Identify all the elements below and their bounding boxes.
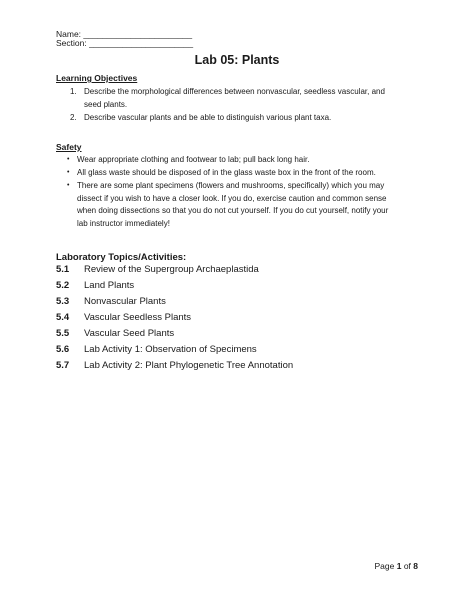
bullet-icon: • [67, 182, 70, 189]
topic-number: 5.4 [56, 312, 70, 323]
name-field: Name: _______________________ [56, 29, 193, 39]
safety-text-line: dissect if you wish to have a closer look. If you do, exercise caution and common sense [77, 193, 387, 203]
safety-text-line: when doing dissections so that you do not cut yourself. If you do cut yourself, notify your [77, 206, 389, 215]
page-word: Page [374, 561, 397, 571]
objective-text-line: Describe vascular plants and be able to distinguish various plant taxa. [84, 113, 332, 122]
safety-text-line: All glass waste should be disposed of in the glass waste box in the front of the room. [77, 168, 376, 177]
objective-number: 2. [70, 113, 77, 122]
safety-text-line: There are some plant specimens (flowers and mushrooms, specifically) which you may [77, 181, 385, 190]
safety-text-line: Wear appropriate clothing and footwear to lab; pull back long hair. [77, 155, 310, 164]
objective-text-line: seed plants. [84, 99, 128, 109]
topic-label: Nonvascular Plants [84, 296, 166, 307]
page-total: 8 [413, 561, 418, 571]
page-current: 1 [396, 561, 402, 571]
topic-number: 5.7 [56, 360, 70, 371]
section-field: Section: ______________________ [56, 38, 194, 48]
topic-number: 5.5 [56, 328, 70, 339]
page-number [375, 561, 419, 571]
safety-item [67, 180, 427, 232]
topic-number: 5.1 [56, 264, 70, 275]
safety-item [67, 154, 427, 167]
topic-number: 5.3 [56, 296, 70, 307]
learning-objectives-heading: Learning Objectives [56, 73, 138, 83]
safety-text-line: lab instructor immediately! [77, 218, 170, 228]
bullet-icon: • [67, 169, 70, 176]
objective-number: 1. [70, 87, 77, 96]
topic-number: 5.2 [56, 280, 70, 291]
safety-item [67, 167, 427, 180]
page-title: Lab 05: Plants [194, 53, 280, 67]
objective-item [70, 86, 430, 111]
objective-text-line: Describe the morphological differences between nonvascular, seedless vascular, and [84, 87, 385, 96]
safety-heading: Safety [56, 142, 82, 152]
topic-label: Lab Activity 1: Observation of Specimens [84, 344, 257, 355]
topic-label: Review of the Supergroup Archaeplastida [84, 264, 259, 275]
topic-label: Lab Activity 2: Plant Phylogenetic Tree Annotation [84, 360, 294, 371]
topic-number: 5.6 [56, 344, 70, 355]
topic-label: Vascular Seedless Plants [84, 312, 192, 323]
topic-label: Land Plants [84, 280, 135, 291]
objective-item [70, 112, 430, 125]
topic-label: Vascular Seed Plants [84, 328, 175, 339]
bullet-icon: • [67, 156, 70, 163]
page-of: of [401, 561, 414, 571]
topics-heading: Laboratory Topics/Activities: [56, 252, 187, 263]
